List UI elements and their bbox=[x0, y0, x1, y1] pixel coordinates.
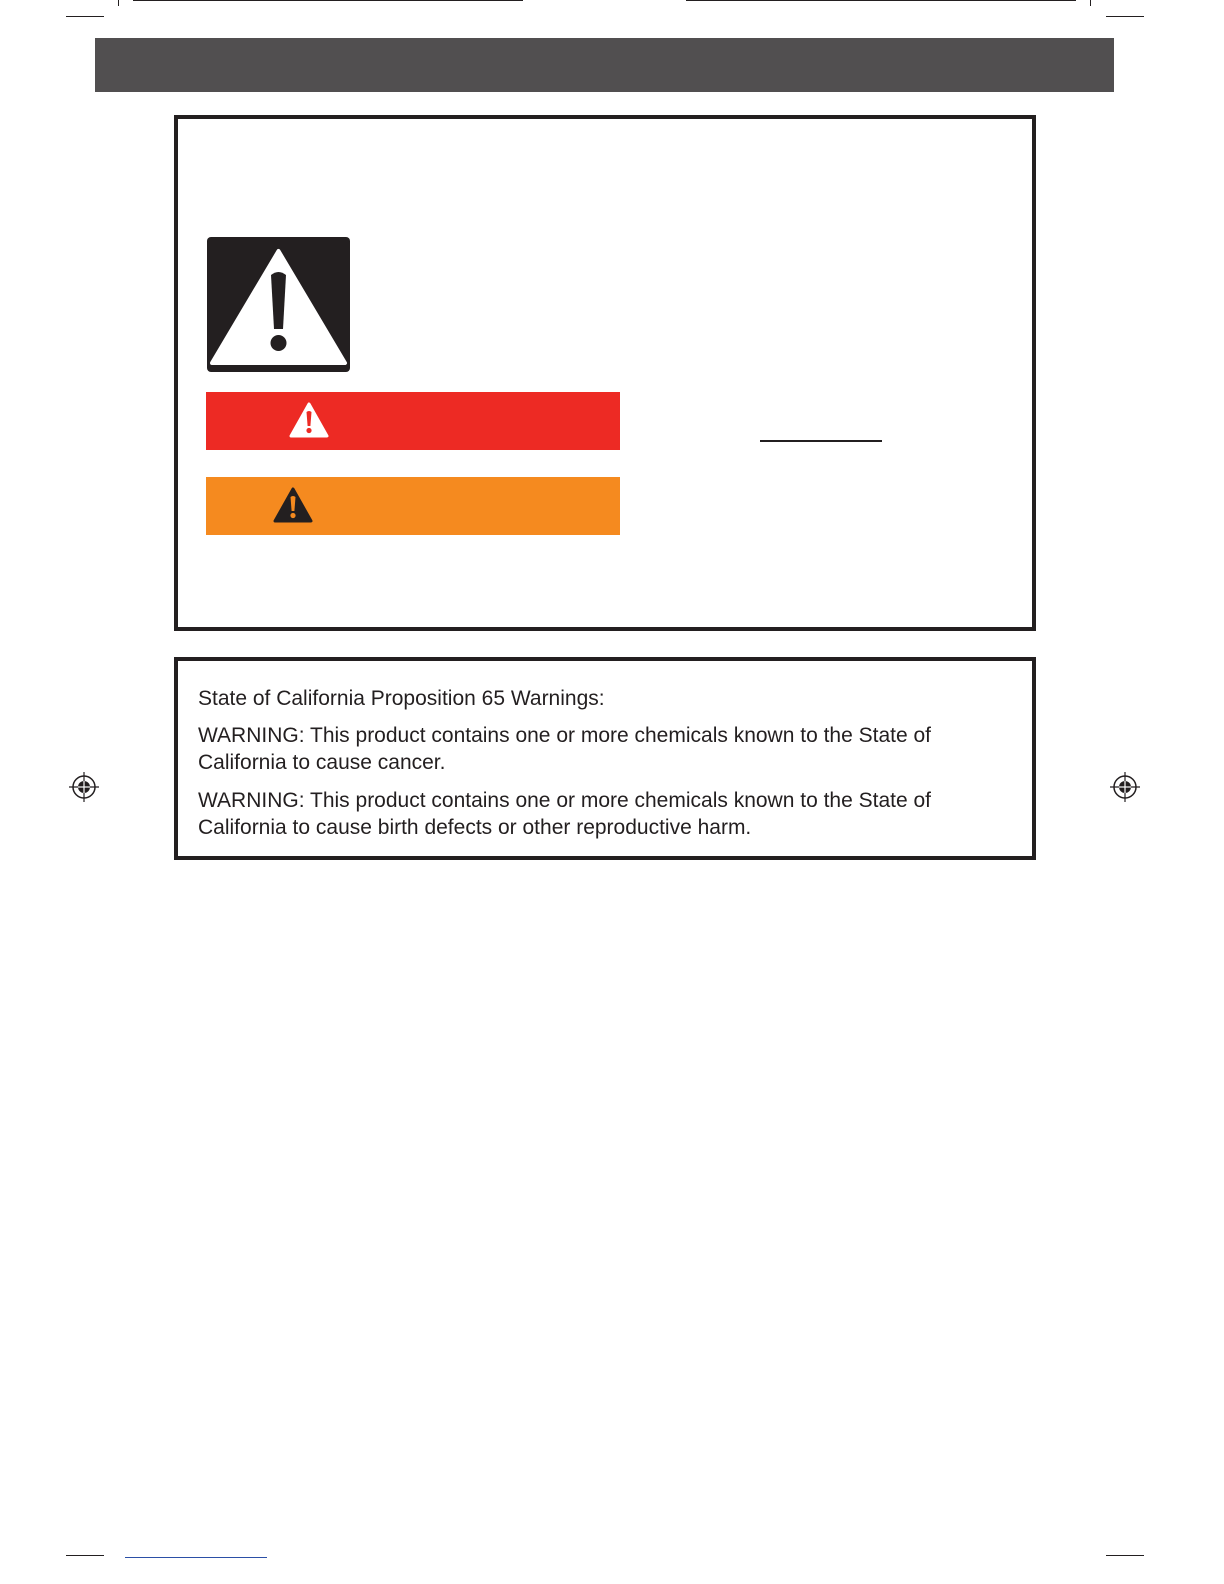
prop65-warning-box bbox=[174, 657, 1036, 860]
safety-symbols-box bbox=[174, 115, 1036, 631]
top-tick-left bbox=[118, 0, 119, 6]
prop65-text bbox=[198, 685, 1018, 841]
danger-signal-bar bbox=[206, 392, 620, 450]
warning-signal-bar bbox=[206, 477, 620, 535]
section-header-bar bbox=[95, 38, 1114, 92]
crop-mark-top-left bbox=[66, 16, 104, 17]
prop65-warning-cancer: WARNING: This product contains one or more chemicals known to the State of California to cause cancer. bbox=[198, 724, 931, 774]
prop65-warning-reproductive: WARNING: This product contains one or more chemicals known to the State of California to cause birth defects or other reproductive harm. bbox=[198, 789, 931, 839]
top-trim-rule-left bbox=[133, 0, 523, 1]
footer-rule bbox=[125, 1557, 267, 1558]
registration-mark-icon bbox=[1110, 772, 1140, 802]
crop-mark-bottom-right bbox=[1106, 1555, 1144, 1556]
underline-rule bbox=[760, 440, 882, 442]
warning-triangle-icon bbox=[207, 237, 350, 372]
warning-triangle-icon bbox=[288, 401, 330, 439]
crop-mark-top-right bbox=[1106, 16, 1144, 17]
prop65-title: State of California Proposition 65 Warnings: bbox=[198, 687, 605, 710]
crop-mark-bottom-left bbox=[66, 1555, 104, 1556]
registration-mark-icon bbox=[69, 772, 99, 802]
top-tick-right bbox=[1090, 0, 1091, 6]
warning-triangle-icon bbox=[272, 486, 314, 524]
top-trim-rule-right bbox=[686, 0, 1076, 1]
